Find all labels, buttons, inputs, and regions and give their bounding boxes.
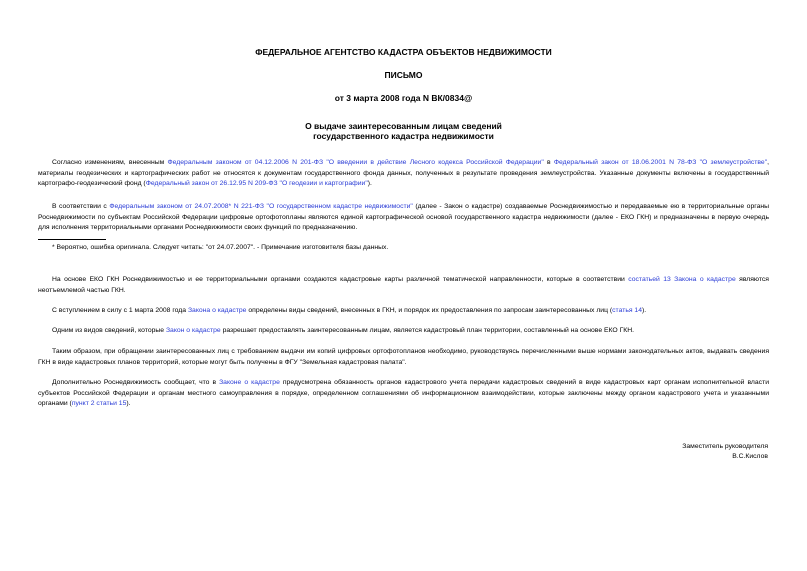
text: определены виды сведений, внесенных в ГКН, и порядок их предоставления по запросам заинтересованных лиц ( [246,307,613,314]
paragraph-2 [38,202,769,234]
paragraph-7 [38,378,769,410]
paragraph-4 [38,306,769,317]
link-cadastre-law[interactable]: Закона о кадастре [187,307,247,314]
paragraph-3 [38,275,769,296]
signature-name: В.С.Кислов [732,453,768,460]
law-link-land-management[interactable]: Федеральный закон от 18.06.2001 N 78-ФЗ "О землеустройстве" [553,159,768,166]
text: Согласно изменениям, внесенным [52,159,168,166]
document-date-number: от 3 марта 2008 года N ВК/0834@ [334,93,473,103]
text: являются неотъемлемой частью ГКН. [38,276,769,294]
text: ). [126,400,131,407]
law-link-cadastre[interactable]: Федеральным законом от 24.07.2008* N 221-ФЗ "О государственном кадастре недвижимости" [109,203,413,210]
law-link-forest-code[interactable]: Федеральным законом от 04.12.2006 N 201-ФЗ "О введении в действие Лесного кодекса Российской Федерации" [167,159,544,166]
document-type: ПИСЬМО [384,70,423,80]
text: в [543,159,554,166]
paragraph-5 [38,326,769,337]
link-article-13[interactable]: состатьей 13 Закона о кадастре [628,276,736,283]
paragraph-1 [38,158,769,190]
text: С вступлением в силу с 1 марта 2008 года [52,307,188,314]
text: разрешает предоставлять заинтересованным лицам, является кадастровый план территории, составленный на основе ЕКО ГКН. [220,327,635,334]
text: (далее - Закон о кадастре) создаваемые Роснедвижимостью и передаваемые ею в территориальные органы Роснедвижимости по субъектам Российской Федерации цифровые ортофотопланы являются единой картографической основой государственного кадастра недвижимости (далее - ЕКО ГКН) и предназначены в первую очередь для исполнения территориальными органами Роснедвижимости своих функций по предназначению. [38,203,769,231]
text: Таким образом, при обращении заинтересованных лиц с требованием выдачи им копий цифровых ортофотопланов необходимо, руководствуясь перечисленными выше нормами законодательных актов, выдавать сведения ГКН в виде кадастровых планов территорий, которые могут быть получены в ФГУ "Земельная кадастровая палата". [38,348,769,366]
subject-line-2: государственного кадастра недвижимости [313,131,494,141]
subject-line-1: О выдаче заинтересованным лицам сведений [305,121,502,131]
link-cadastre-law[interactable]: Законе о кадастре [219,379,280,386]
agency-title: ФЕДЕРАЛЬНОЕ АГЕНТСТВО КАДАСТРА ОБЪЕКТОВ НЕДВИЖИМОСТИ [255,47,552,57]
text: предусмотрена обязанность органов кадастрового учета передачи кадастровых сведений в виде кадастровых карт органам исполнительной власти субъектов Российской Федерации и органам местного самоуправления в порядке, определенном соглашениями об информационном взаимодействии, которые заключены между органом кадастрового учета и указанными органами ( [38,379,769,407]
signature-position: Заместитель руководителя [682,443,768,450]
law-link-geodesy[interactable]: Федеральный закон от 26.12.95 N 209-ФЗ "О геодезии и картографии" [145,180,368,187]
footnote: * Вероятно, ошибка оригинала. Следует читать: "от 24.07.2007". - Примечание изготовителя базы данных. [52,244,389,251]
text: Одним из видов сведений, которые [52,327,166,334]
link-article-14[interactable]: статья 14 [612,307,642,314]
link-article-15-item-2[interactable]: пункт 2 статьи 15 [71,400,127,407]
text: В соответствии с [52,203,110,210]
paragraph-6 [38,347,769,368]
text: ). [367,180,372,187]
footnote-divider [38,239,106,240]
text: , материалы геодезических и картографических работ не относятся к документам государственного фонда данных, полученных в результате проведения землеустройства. Указанные документы включены в государственный картографо-геодезический фонд ( [38,159,770,187]
text: На основе ЕКО ГКН Роснедвижимостью и ее территориальными органами создаются кадастровые карты различной тематической направленности, которые в соответствии [52,276,629,283]
link-cadastre-law[interactable]: Закон о кадастре [165,327,221,334]
text: Дополнительно Роснедвижимость сообщает, что в [52,379,220,386]
text: ). [642,307,647,314]
